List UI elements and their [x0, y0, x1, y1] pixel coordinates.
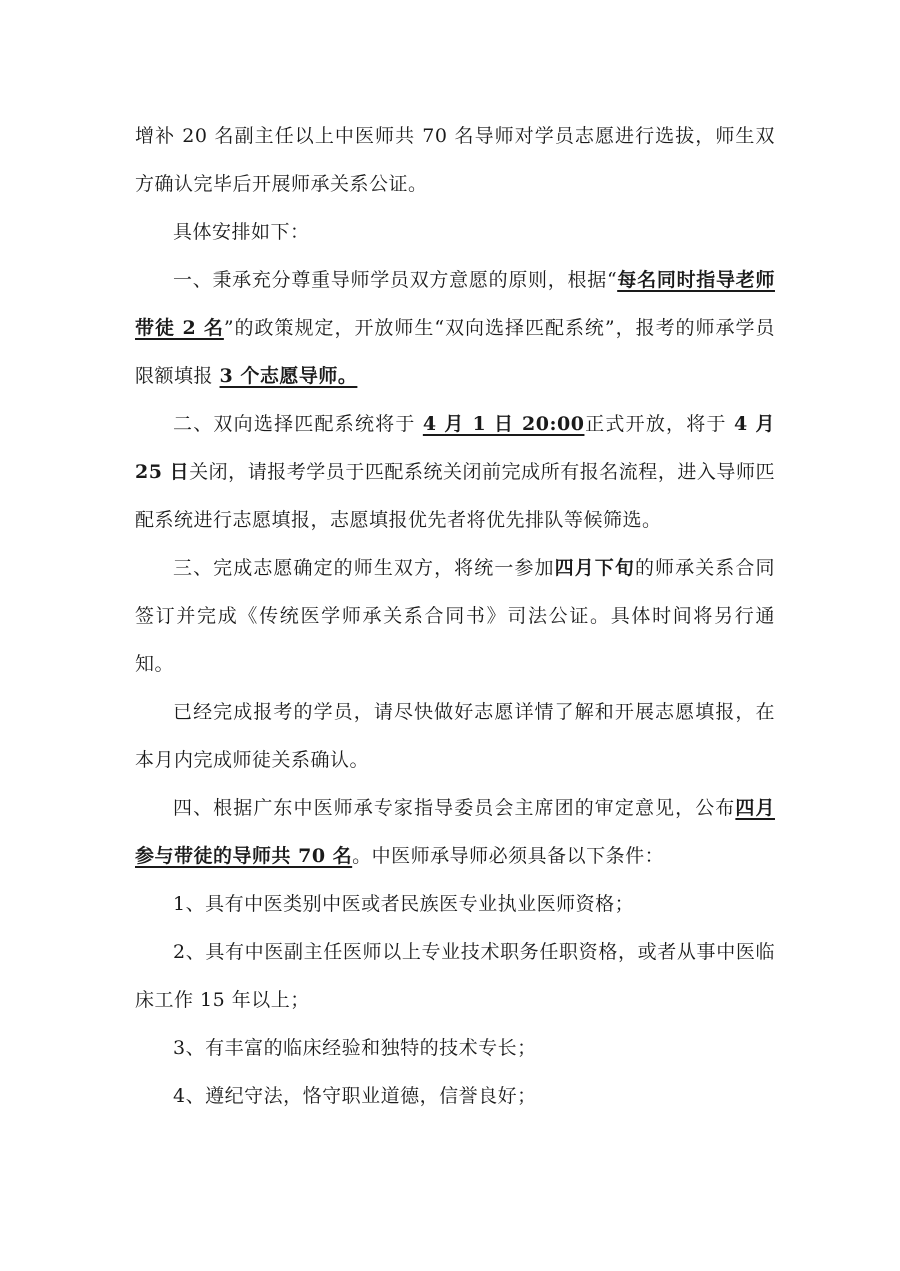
highlight-open-date: 4 月 1 日 20:00 [422, 413, 585, 435]
condition-4 [135, 1072, 775, 1120]
text-run: 1、具有中医类别中医或者民族医专业执业医师资格； [173, 893, 635, 915]
text-run: 具体安排如下： [173, 221, 310, 243]
paragraph-item-2 [135, 400, 775, 544]
text-run: 四、根据广东中医师承专家指导委员会主席团的审定意见，公布 [173, 797, 736, 819]
condition-2 [135, 928, 775, 1024]
condition-1 [135, 880, 775, 928]
text-run: 已经完成报考的学员，请尽快做好志愿详情了解和开展志愿填报，在本月内完成师徒关系确认。 [135, 701, 775, 771]
document-body [135, 112, 775, 1120]
text-run: 增补 20 名副主任以上中医师共 70 名导师对学员志愿进行选拔，师生双方确认完毕后开展师承关系公证。 [135, 125, 775, 195]
paragraph-item-3 [135, 544, 775, 688]
text-run: 4、遵纪守法，恪守职业道德，信誉良好； [173, 1085, 537, 1107]
condition-3 [135, 1024, 775, 1072]
paragraph-intro [135, 112, 775, 208]
highlight-mentor-count: 四月参与带徒的导师共 70 名 [135, 797, 775, 867]
text-run: 关闭，请报考学员于匹配系统关闭前完成所有报名流程，进入导师匹配系统进行志愿填报，志愿填报优先者将优先排队等候筛选。 [135, 461, 775, 531]
bold-late-april: 四月下旬 [554, 557, 635, 579]
paragraph-arrangement-heading [135, 208, 775, 256]
text-run: 二、双向选择匹配系统将于 [173, 413, 423, 435]
paragraph-reminder [135, 688, 775, 784]
text-run: ”的政策规定，开放师生“双向选择匹配系统”，报考的师承学员限额填报 [135, 317, 775, 387]
text-run: 一、秉承充分尊重导师学员双方意愿的原则，根据 [173, 269, 607, 291]
text-run: 2、具有中医副主任医师以上专业技术职务任职资格，或者从事中医临床工作 15 年以上； [135, 941, 775, 1011]
text-run: 的师承关系合同签订并完成《传统医学师承关系合同书》司法公证。具体时间将另行通知。 [135, 557, 775, 675]
highlight-choice-limit: 3 个志愿导师。 [219, 365, 358, 387]
open-quote: “ [606, 269, 618, 291]
text-run: 。中医师承导师必须具备以下条件： [352, 845, 665, 867]
paragraph-item-1 [135, 256, 775, 400]
text-run: 三、完成志愿确定的师生双方，将统一参加 [173, 557, 555, 579]
text-run: 3、有丰富的临床经验和独特的技术专长； [173, 1037, 537, 1059]
paragraph-item-4 [135, 784, 775, 880]
highlight-mentor-quota: 每名同时指导老师带徒 2 名 [135, 269, 775, 339]
bold-close-date: 4 月 25 日 [135, 413, 776, 483]
text-run: 正式开放，将于 [584, 413, 734, 435]
